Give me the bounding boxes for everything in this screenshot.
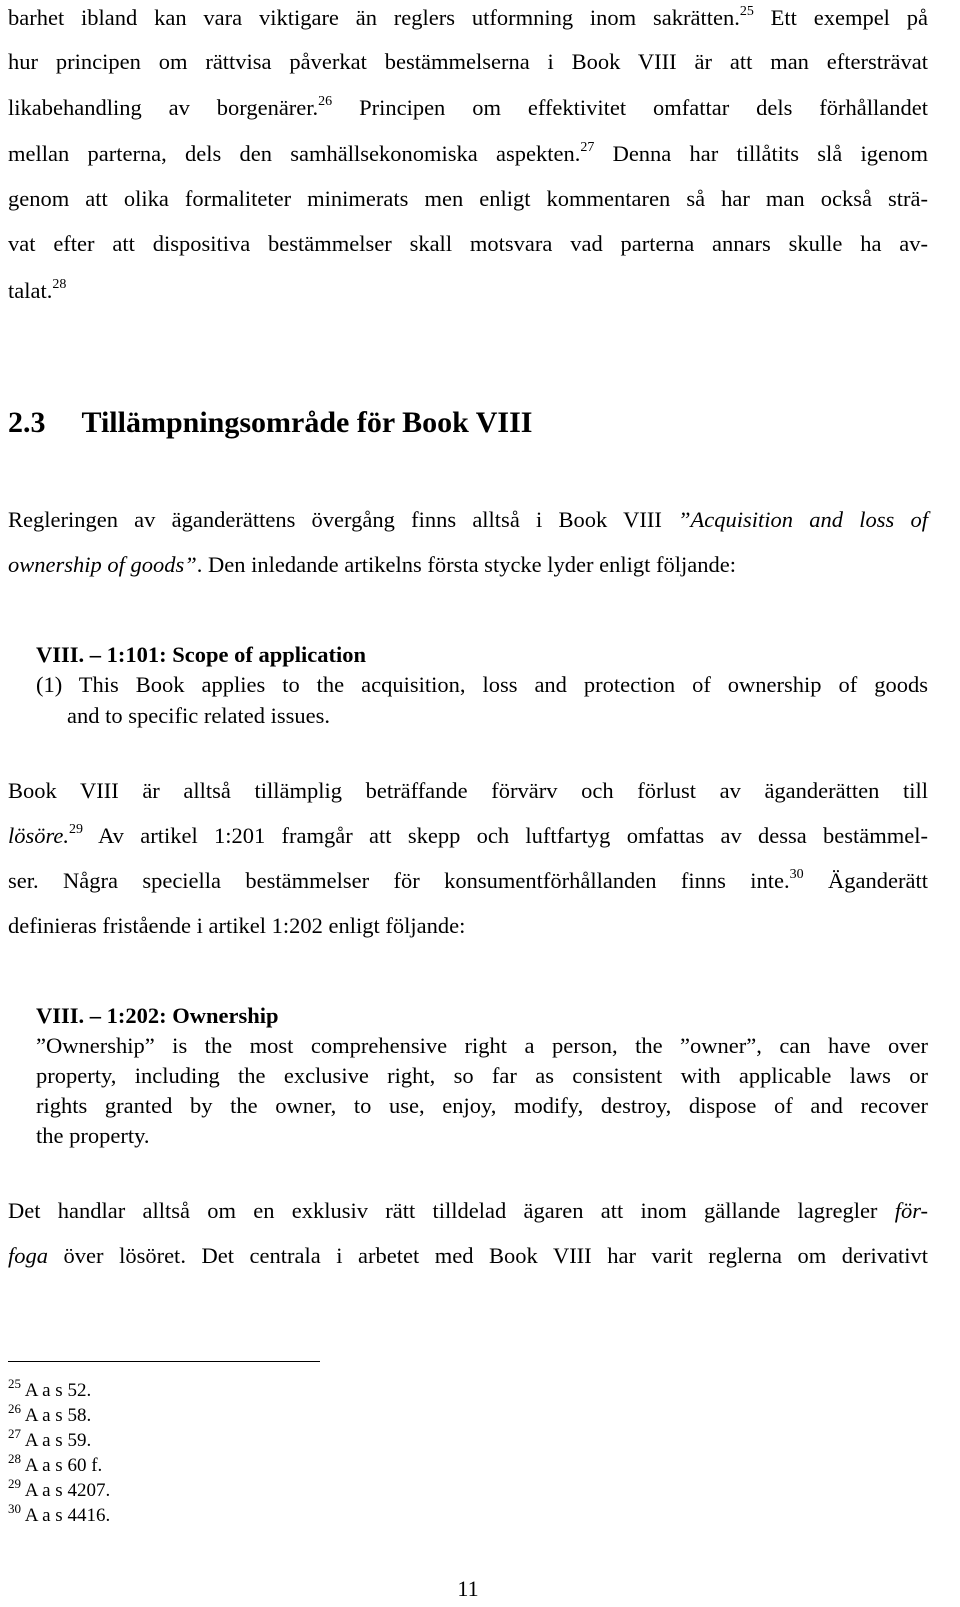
footnote-ref[interactable]: 25 xyxy=(739,4,754,19)
paragraph-line: barhet ibland kan vara viktigare än reglers utformning inom sakrätten.$^{25}$ Ett exempel på xyxy=(8,4,928,30)
article-line: the property. xyxy=(36,1123,150,1148)
article-line: property, including the exclusive right, so far as consistent with applicable laws or xyxy=(36,1063,928,1088)
page-number: 11 xyxy=(457,1576,479,1601)
article-line: and to specific related issues. xyxy=(67,703,331,728)
paragraph-line: definieras fristående i artikel 1:202 enligt följande: xyxy=(8,913,466,938)
footnote: $^{25}$ A a s 52. xyxy=(8,1376,92,1401)
article-line: (1) This Book applies to the acquisition, loss and protection of ownership of goods xyxy=(36,672,928,697)
paragraph-line: likabehandling av borgenärer.$^{26}$ Principen om effektivitet omfattar dels förhållandet xyxy=(8,94,928,120)
section-title: Tillämpningsområde för Book VIII xyxy=(81,406,533,439)
footnote: $^{30}$ A a s 4416. xyxy=(8,1501,111,1526)
paragraph-line: Regleringen av äganderättens övergång finns alltså i Book VIII ”Acquisition and loss of xyxy=(8,507,928,532)
footnote-separator xyxy=(8,1361,320,1362)
paragraph-line: ser. Några speciella bestämmelser för konsumentförhållanden finns inte.$^{30}$ Äganderätt xyxy=(8,867,928,893)
footnote-ref[interactable]: 28 xyxy=(52,277,67,292)
paragraph-line: genom att olika formaliteter minimerats men enligt kommentaren så har man också strä- xyxy=(8,186,928,211)
article-title: VIII. – 1:202: Ownership xyxy=(36,1003,279,1028)
article-line: ”Ownership” is the most comprehensive right a person, the ”owner”, can have over xyxy=(36,1033,928,1058)
footnote: $^{27}$ A a s 59. xyxy=(8,1426,92,1451)
footnote: $^{28}$ A a s 60 f. xyxy=(8,1451,103,1476)
footnote-ref[interactable]: 29 xyxy=(69,822,84,837)
footnote-ref[interactable]: 26 xyxy=(318,94,333,109)
footnote-ref[interactable]: 30 xyxy=(789,867,804,882)
paragraph-line: mellan parterna, dels den samhällsekonomiska aspekten.$^{27}$ Denna har tillåtits slå igenom xyxy=(8,140,928,166)
paragraph-line: lösöre.$^{29}$ Av artikel 1:201 framgår att skepp och luftfartyg omfattas av dessa bestämmel- xyxy=(8,822,928,848)
footnote-ref[interactable]: 27 xyxy=(580,140,595,155)
paragraph-line: talat.$^{28}$ xyxy=(8,277,67,303)
article-line: rights granted by the owner, to use, enjoy, modify, destroy, dispose of and recover xyxy=(36,1093,928,1118)
section-number: 2.3 xyxy=(8,406,46,439)
paragraph-line: Det handlar alltså om en exklusiv rätt tilldelad ägaren att inom gällande lagregler för- xyxy=(8,1198,928,1223)
footnote: $^{29}$ A a s 4207. xyxy=(8,1476,111,1501)
paragraph-line: hur principen om rättvisa påverkat bestämmelserna i Book VIII är att man eftersträvat xyxy=(8,49,928,74)
paragraph-line: Book VIII är alltså tillämplig beträffande förvärv och förlust av äganderätten till xyxy=(8,778,928,803)
article-title: VIII. – 1:101: Scope of application xyxy=(36,642,367,667)
paragraph-line: vat efter att dispositiva bestämmelser skall motsvara vad parterna annars skulle ha av- xyxy=(8,231,928,256)
paragraph-line: ownership of goods”. Den inledande artikelns första stycke lyder enligt följande: xyxy=(8,552,736,577)
section-heading xyxy=(8,408,532,438)
paragraph-line: foga över lösöret. Det centrala i arbetet med Book VIII har varit reglerna om derivativt xyxy=(8,1243,928,1268)
footnote: $^{26}$ A a s 58. xyxy=(8,1401,92,1426)
